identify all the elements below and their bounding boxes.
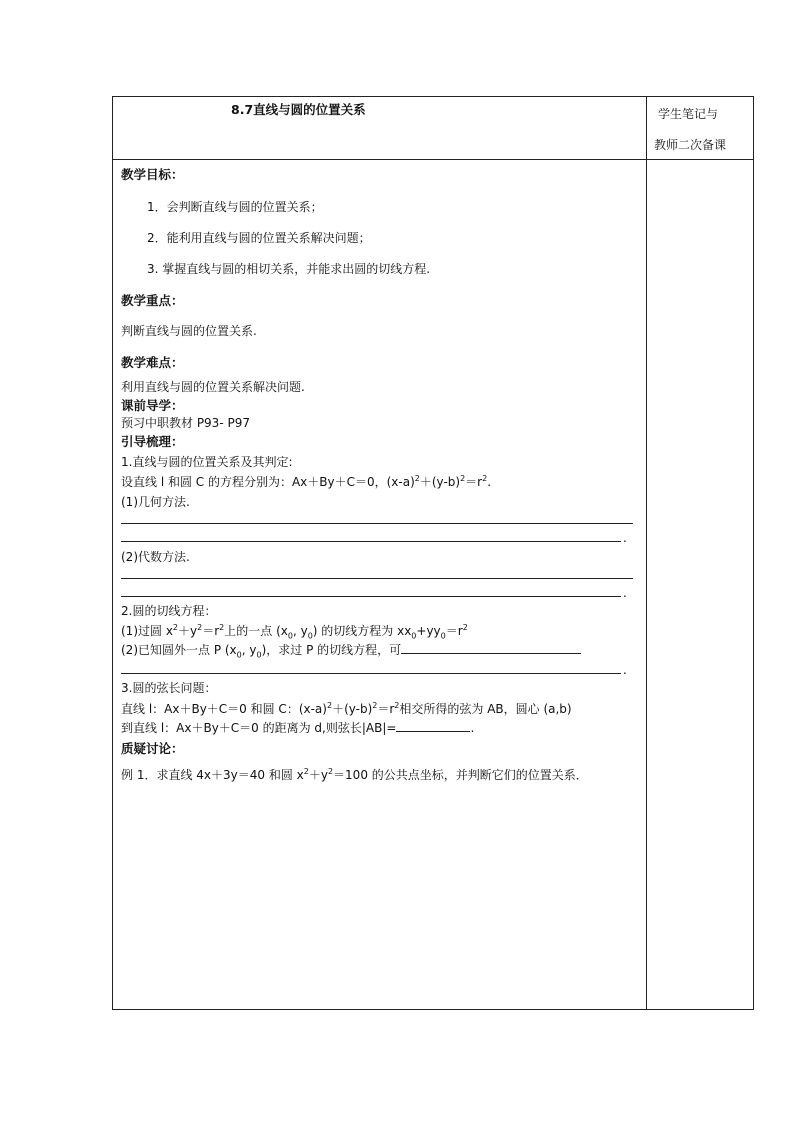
answer-line: [121, 541, 621, 542]
example-1: 例 1．求直线 4x＋3y＝40 和圆 $x^2+y^2=100$ 的公共点坐标，并判断它们的位置关系．: [121, 767, 588, 782]
goals-heading: 教学目标：: [121, 167, 184, 182]
algebraic-method-label: (2)代数方法.: [121, 550, 190, 564]
line-end-period: .: [623, 663, 627, 677]
section3-title: 3.圆的弦长问题：: [121, 681, 217, 695]
chord-problem-line1: 直线 l：Ax＋By＋C＝0 和圆 C：$(x-a)^2+(y-b)^2=r^2$相交所得的弦为 AB，圆心 (a,b): [121, 701, 572, 716]
difficulty-text: 利用直线与圆的位置关系解决问题.: [121, 380, 305, 394]
side-column-heading-line2: 教师二次备课: [654, 138, 727, 152]
side-column-heading-line1: 学生笔记与: [658, 107, 719, 121]
line-end-period: .: [623, 586, 627, 600]
section2-title: 2.圆的切线方程：: [121, 604, 217, 618]
difficulty-heading: 教学难点：: [121, 355, 184, 370]
header-divider: [113, 159, 753, 160]
discussion-heading: 质疑讨论：: [121, 741, 184, 756]
section1-title: 1.直线与圆的位置关系及其判定:: [121, 455, 293, 469]
key-point-heading: 教学重点：: [121, 293, 184, 308]
external-point-tangent: (2)已知圆外一点 P ($x_0$, $y_0$)，求过 P 的切线方程，可: [121, 641, 581, 659]
lesson-table: [112, 96, 754, 1010]
answer-line: [121, 523, 633, 524]
goal-item-1: 1．会判断直线与圆的位置关系；: [147, 200, 323, 214]
goal-item-2: 2．能利用直线与圆的位置关系解决问题；: [147, 231, 371, 245]
guide-heading: 引导梳理：: [121, 434, 184, 449]
preview-text: 预习中职教材 P93- P97: [121, 416, 250, 430]
answer-line: [121, 578, 633, 579]
answer-line: [121, 673, 621, 674]
geometric-method-label: (1)几何方法.: [121, 495, 190, 509]
goal-item-3: 3. 掌握直线与圆的相切关系，并能求出圆的切线方程.: [147, 262, 431, 276]
answer-line: [121, 596, 621, 597]
fill-blank[interactable]: [396, 731, 470, 732]
tangent-line-formula: (1)过圆 $x^2+y^2=r^2$上的一点 ($x_0$, $y_0$) 的切线方程为 $xx_0+yy_0=r^2$: [121, 623, 468, 641]
column-divider: [646, 97, 647, 1009]
fill-blank[interactable]: [401, 653, 581, 654]
chord-problem-line2: 到直线 l：Ax＋By＋C＝0 的距离为 d,则弦长|AB|= .: [121, 721, 475, 735]
line-end-period: .: [623, 531, 627, 545]
page-title: 8.7直线与圆的位置关系: [231, 102, 366, 117]
key-point-text: 判断直线与圆的位置关系.: [121, 324, 257, 338]
preview-heading: 课前导学：: [121, 398, 184, 413]
section1-setup: 设直线 l 和圆 C 的方程分别为：Ax＋By＋C＝0，$(x-a)^2+(y-b)^2=r^2$.: [121, 474, 492, 489]
